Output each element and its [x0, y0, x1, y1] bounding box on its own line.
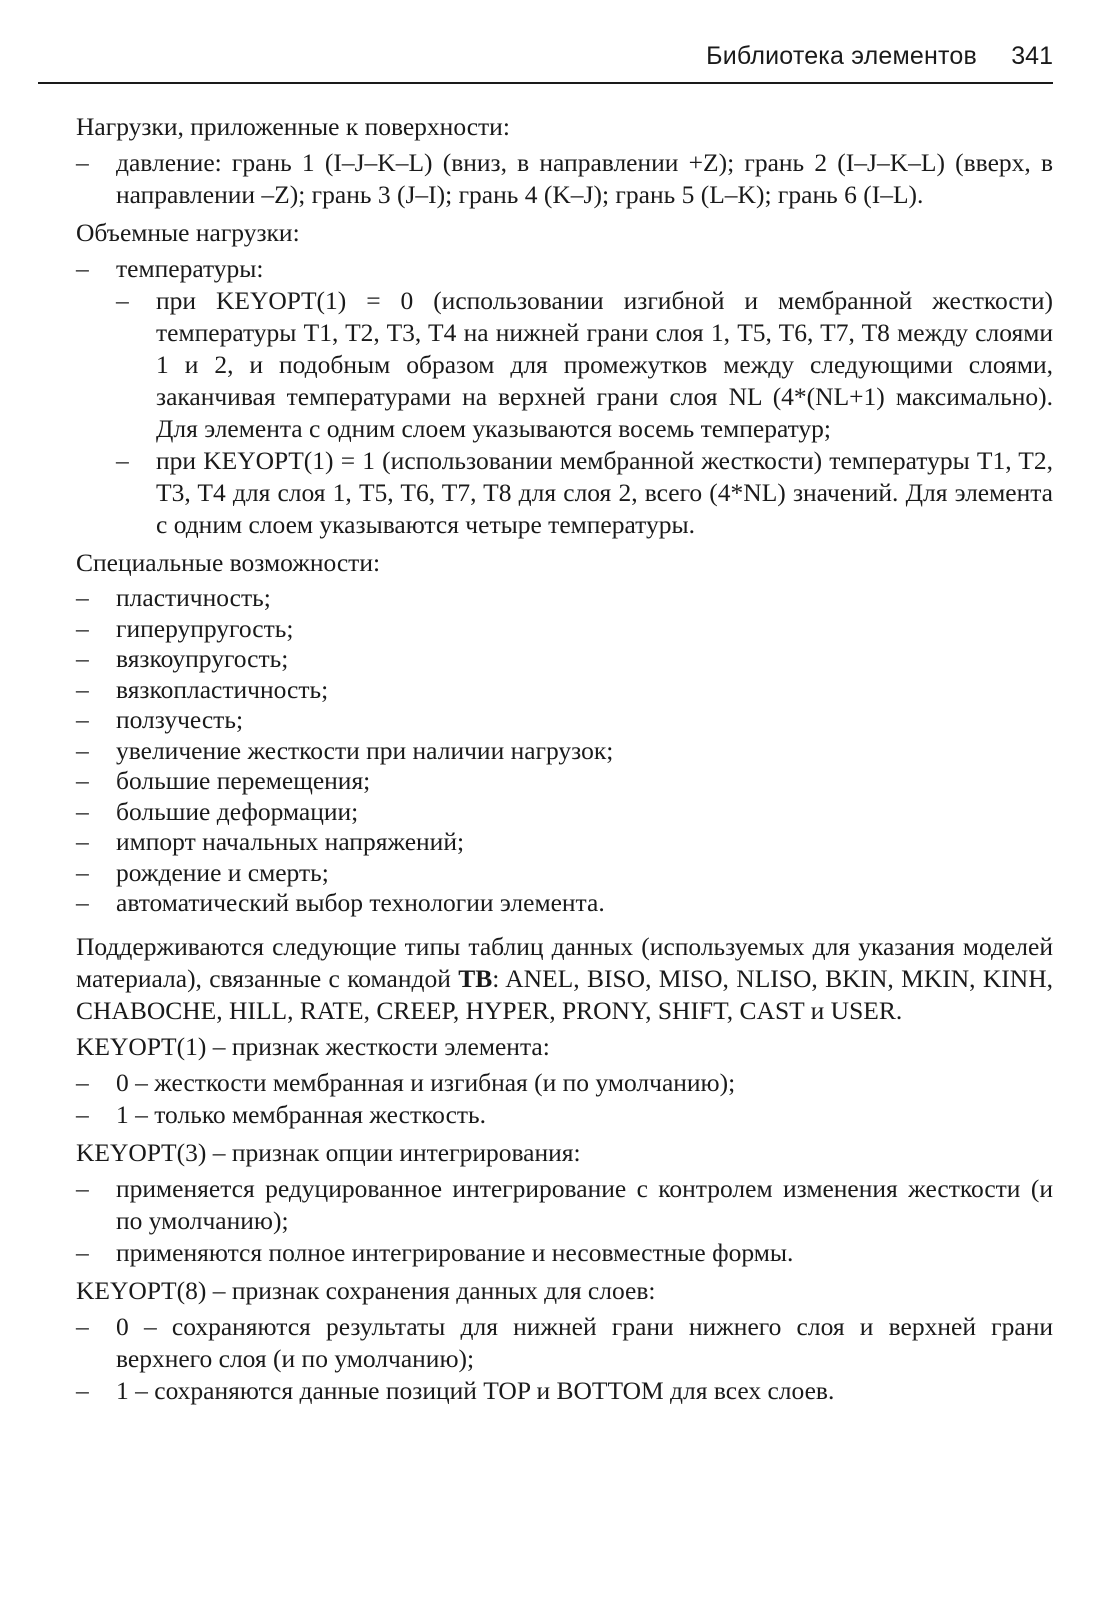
surface-loads-heading: Нагрузки, приложенные к поверхности: [76, 112, 510, 141]
list-item: – вязкоупругость; [76, 644, 1053, 675]
body-loads-heading: Объемные нагрузки: [76, 218, 300, 247]
list-item: – рождение и смерть; [76, 858, 1053, 889]
special-features-heading: Специальные возможности: [76, 548, 381, 577]
running-header [38, 40, 1053, 84]
list-item: – большие перемещения; [76, 766, 1053, 797]
list-item: – ползучесть; [76, 705, 1053, 736]
keyopt3-heading: KEYOPT(3) – признак опции интегрирования: [76, 1137, 581, 1167]
list-item [76, 253, 1053, 541]
list-item: – импорт начальных напряжений; [76, 827, 1053, 858]
list-item: – пластичность; [76, 583, 1053, 614]
list-item: – 0 – жесткости мембранная и изгибная (и по умолчанию); [76, 1067, 1053, 1099]
list-item: – 0 – сохраняются результаты для нижней грани нижнего слоя и верхней грани верхнего слоя (и по умолчанию); [76, 1311, 1053, 1375]
list-item: – большие деформации; [76, 797, 1053, 828]
special-features-list [76, 583, 1053, 919]
tb-command: TB [458, 963, 493, 993]
list-item: – применяется редуцированное интегрирование с контролем изменения жесткости (и по умолчанию); [76, 1173, 1053, 1237]
page-number: 341 [1011, 42, 1053, 70]
list-item: – вязкопластичность; [76, 675, 1053, 706]
list-item: – применяются полное интегрирование и несовместные формы. [76, 1237, 1053, 1269]
body-loads-list [76, 253, 1053, 541]
temperatures-label: температуры: [116, 254, 264, 283]
list-item: – автоматический выбор технологии элемента. [76, 888, 1053, 919]
header-title: Библиотека элементов [706, 42, 977, 70]
tb-text-after: : ANEL, BISO, MISO, NLISO, BKIN, MKIN, KINH, CHABOCHE, HILL, RATE, CREEP, HYPER, PRONY, SHIFT, CAST и USER. [76, 963, 1053, 1025]
surface-loads-list [76, 147, 1053, 211]
keyopt8-heading: KEYOPT(8) – признак сохранения данных для слоев: [76, 1275, 656, 1305]
list-item: – увеличение жесткости при наличии нагрузок; [76, 736, 1053, 767]
temperatures-sublist [116, 285, 1053, 541]
list-item: – 1 – сохраняются данные позиций TOP и BOTTOM для всех слоев. [76, 1375, 1053, 1407]
list-item: – при KEYOPT(1) = 0 (использовании изгибной и мембранной жесткости) температуры T1, T2, T3, T4 на нижней грани слоя 1, T5, T6, T7, T8 между слоями 1 и 2, и подобным образом для промежутков между следующими слоями, заканчивая температурами на верхней грани слоя NL (4*(NL+1) максимально). Для элемента с одним слоем указываются восемь температур; [116, 285, 1053, 445]
keyopt3-list [76, 1173, 1053, 1269]
list-item: – давление: грань 1 (I–J–K–L) (вниз, в направлении +Z); грань 2 (I–J–K–L) (вверх, в направлении –Z); грань 3 (J–I); грань 4 (K–J); грань 5 (L–K); грань 6 (I–L). [76, 147, 1053, 211]
keyopt8-list [76, 1311, 1053, 1407]
list-item: – при KEYOPT(1) = 1 (использовании мембранной жесткости) температуры T1, T2, T3, T4 для слоя 1, T5, T6, T7, T8 для слоя 2, всего (4*NL) значений. Для элемента с одним слоем указываются четыре температуры. [116, 445, 1053, 541]
list-item: – 1 – только мембранная жесткость. [76, 1099, 1053, 1131]
keyopt1-list [76, 1067, 1053, 1131]
page-body [76, 107, 1053, 1407]
tb-text-before: Поддерживаются следующие типы таблиц данных (используемых для указания моделей материала), связанные с командой [76, 931, 1053, 993]
list-item: – гиперупругость; [76, 614, 1053, 645]
tb-paragraph [76, 931, 1053, 1027]
keyopt1-heading: KEYOPT(1) – признак жесткости элемента: [76, 1031, 550, 1061]
